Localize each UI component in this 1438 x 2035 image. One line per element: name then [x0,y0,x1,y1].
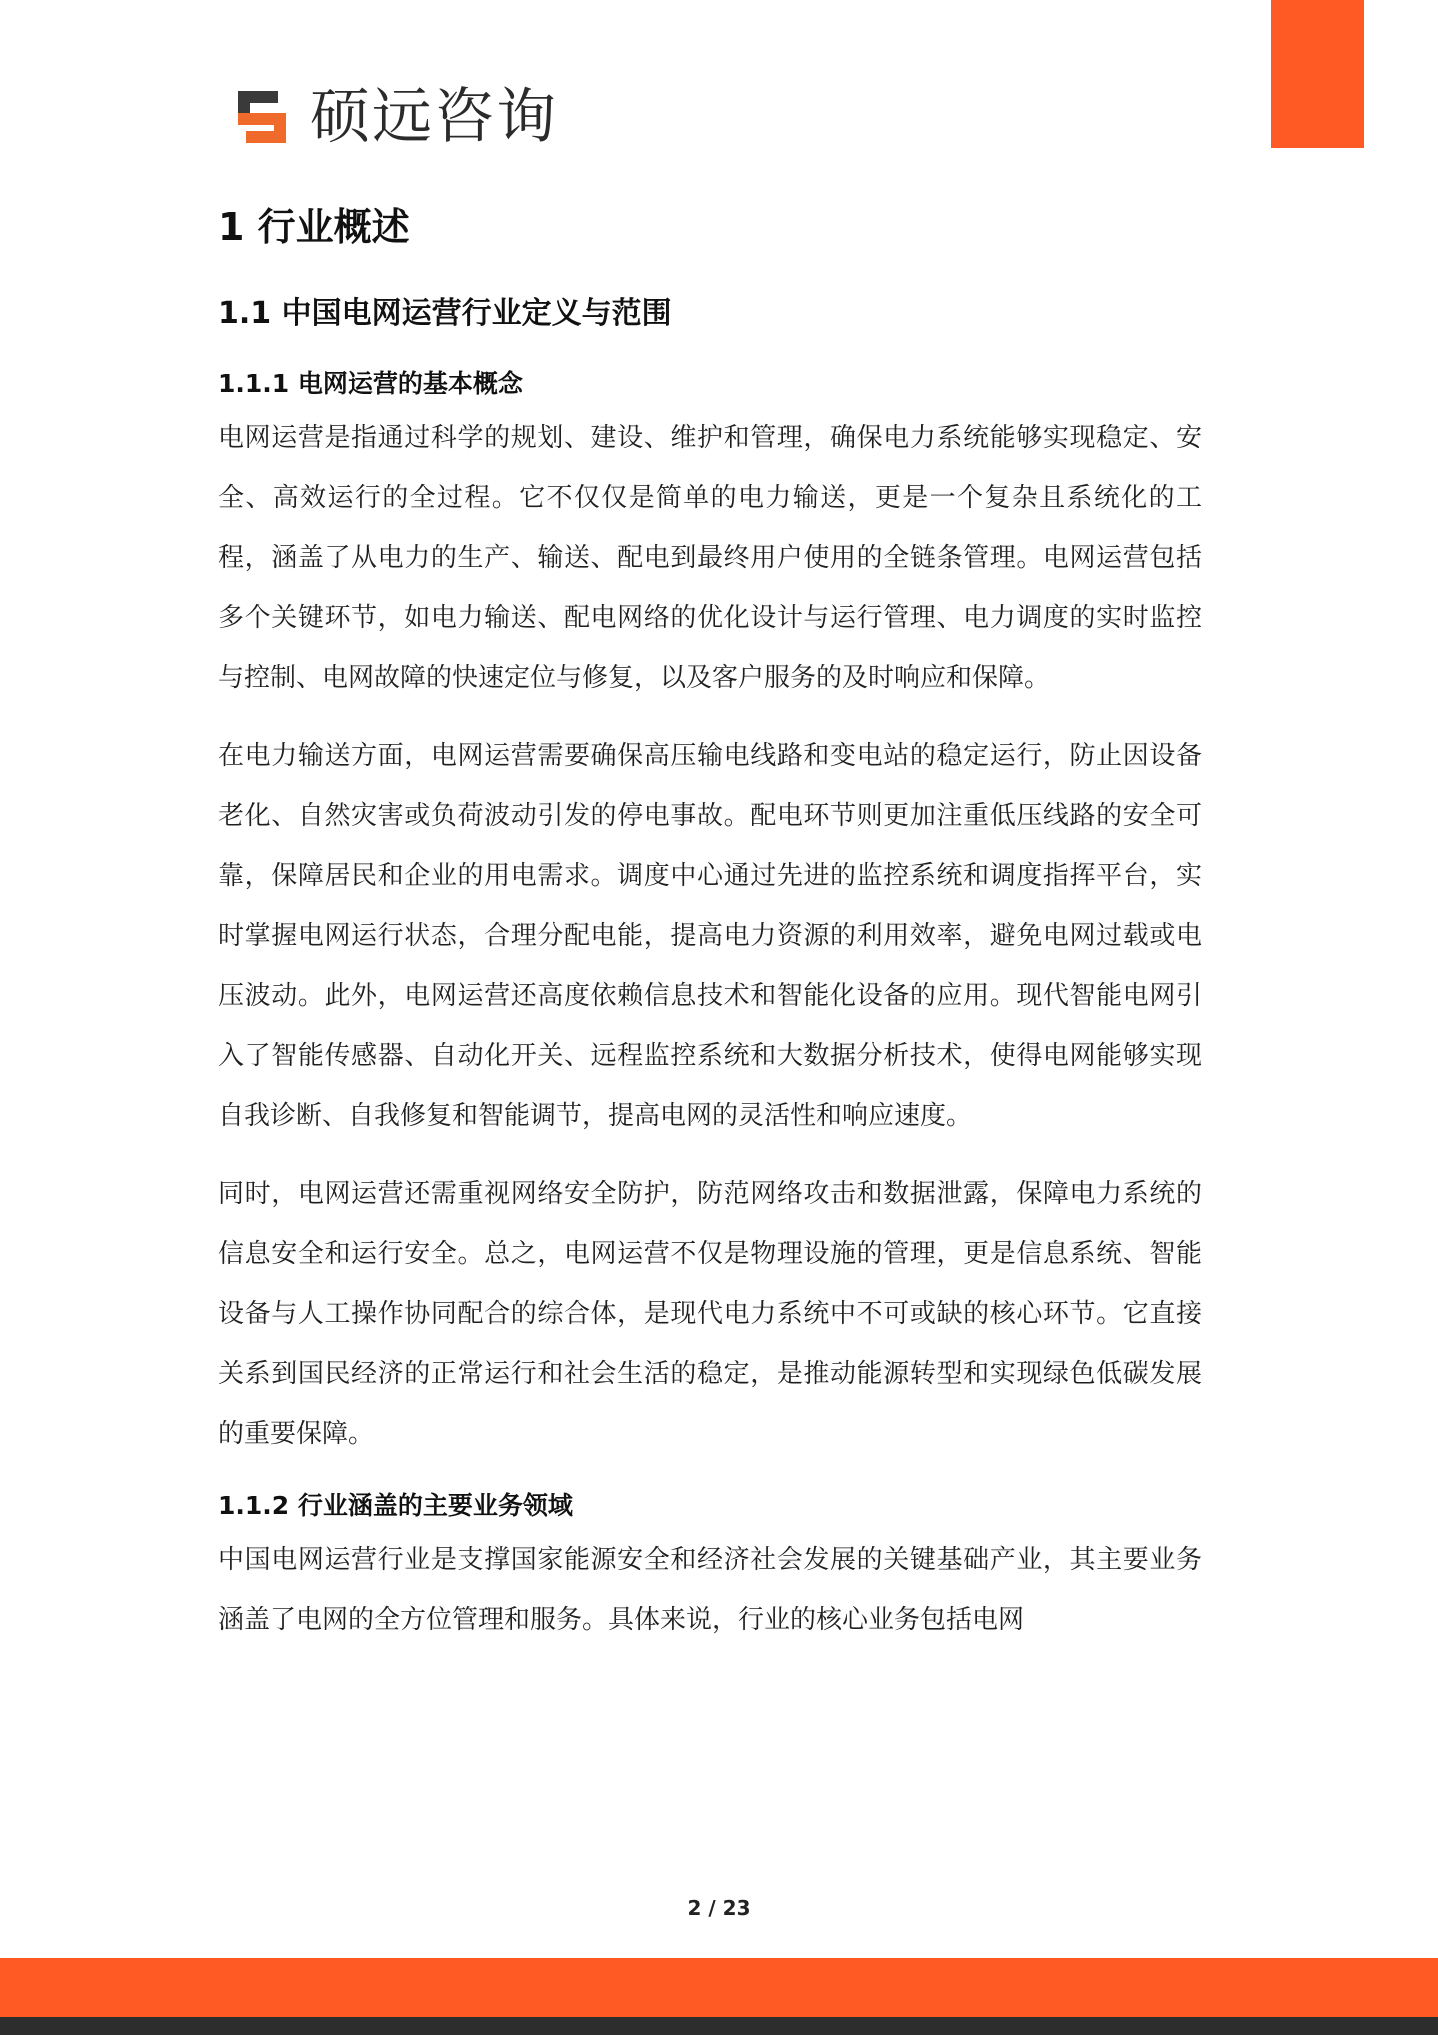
footer-accent-bar [0,1958,1438,2017]
subsection-business-areas [218,1484,1202,1650]
subsection-title: 1.1.1 电网运营的基本概念 [218,369,523,398]
footer-dark-line [0,2017,1438,2035]
section-title: 1.1 中国电网运营行业定义与范围 [218,296,672,331]
subsection-title: 1.1.2 行业涵盖的主要业务领域 [218,1491,573,1520]
paragraph: 同时，电网运营还需重视网络安全防护，防范网络攻击和数据泄露，保障电力系统的信息安全和运行安全。总之，电网运营不仅是物理设施的管理，更是信息系统、智能设备与人工操作协同配合的综合体，是现代电力系统中不可或缺的核心环节。它直接关系到国民经济的正常运行和社会生活的稳定，是推动能源转型和实现绿色低碳发展的重要保障。 [218,1179,1202,1449]
chapter-title: 1 行业概述 [218,205,410,249]
document-body [218,192,1202,1650]
logo-wordmark: 硕远咨询 [310,82,558,152]
paragraph: 中国电网运营行业是支撑国家能源安全和经济社会发展的关键基础产业，其主要业务涵盖了电网的全方位管理和服务。具体来说，行业的核心业务包括电网 [218,1545,1202,1635]
paragraph: 在电力输送方面，电网运营需要确保高压输电线路和变电站的稳定运行，防止因设备老化、自然灾害或负荷波动引发的停电事故。配电环节则更加注重低压线路的安全可靠，保障居民和企业的用电需求。调度中心通过先进的监控系统和调度指挥平台，实时掌握电网运行状态，合理分配电能，提高电力资源的利用效率，避免电网过载或电压波动。此外，电网运营还高度依赖信息技术和智能化设备的应用。现代智能电网引入了智能传感器、自动化开关、远程监控系统和大数据分析技术，使得电网能够实现自我诊断、自我修复和智能调节，提高电网的灵活性和响应速度。 [218,741,1202,1131]
page-number: 2 / 23 [687,1896,751,1920]
company-logo [234,82,558,152]
logo-mark-icon [234,85,298,149]
corner-accent-tab [1271,0,1364,148]
subsection-basic-concept [218,362,1202,1464]
paragraph: 电网运营是指通过科学的规划、建设、维护和管理，确保电力系统能够实现稳定、安全、高效运行的全过程。它不仅仅是简单的电力输送，更是一个复杂且系统化的工程，涵盖了从电力的生产、输送、配电到最终用户使用的全链条管理。电网运营包括多个关键环节，如电力输送、配电网络的优化设计与运行管理、电力调度的实时监控与控制、电网故障的快速定位与修复，以及客户服务的及时响应和保障。 [218,423,1202,693]
